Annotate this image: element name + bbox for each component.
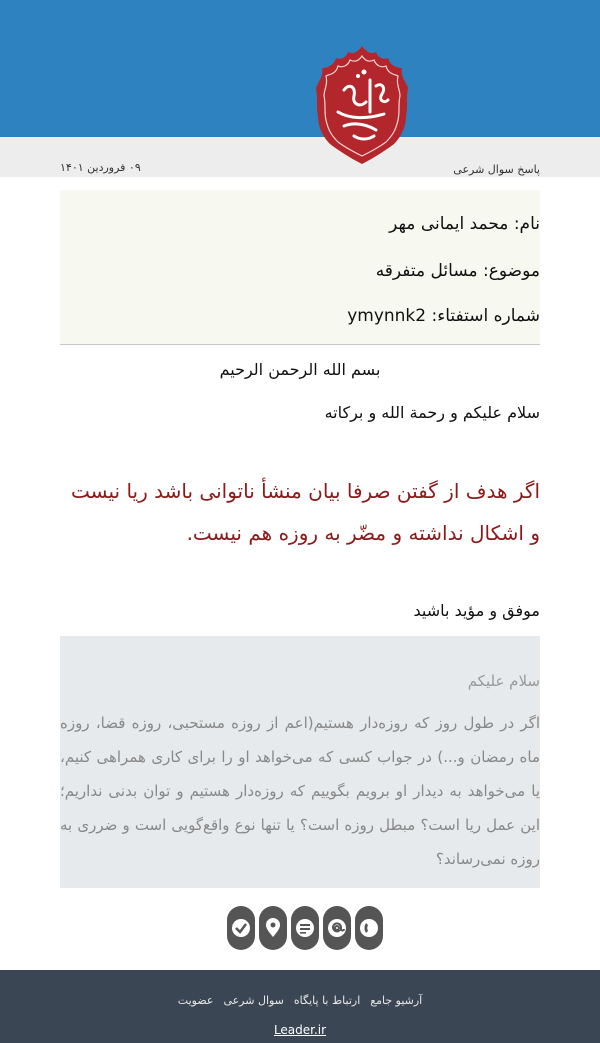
info-card <box>60 190 540 345</box>
share-comment-button[interactable] <box>291 906 319 950</box>
answer-greeting: سلام علیکم و رحمة الله و برکاته <box>324 403 540 422</box>
question-card <box>60 636 540 888</box>
question-text: اگر در طول روز که روزه‌دار هستیم(اعم از روزه مستحبی، روزه قضا، روزه ماه رمضان و...) در جواب کسی که می‌خواهد او را برای کاری همراهی کنیم، یا می‌خواهد به دیدار او برویم بگوییم که روزه‌دار هستیم و توان بدنی نداریم؛ این عمل ریا است؟ مبطل روزه است؟ یا تنها نوع واقع‌گویی است و ضرری به روزه نمی‌رساند؟ <box>60 714 540 868</box>
basmala: بسم الله الرحمن الرحیم <box>219 360 381 379</box>
footer-link-membership[interactable]: عضویت <box>177 994 214 1007</box>
phone-icon <box>359 918 379 938</box>
share-bar <box>227 906 383 952</box>
answer-closing: موفق و مؤید باشید <box>413 601 540 620</box>
share-check-button[interactable] <box>227 906 255 950</box>
location-pin-icon <box>263 918 283 938</box>
email-icon <box>327 918 347 938</box>
publish-date: ۰۹ فروردین ۱۴۰۱ <box>60 161 141 174</box>
question-greeting: سلام علیکم <box>467 672 540 690</box>
footer <box>0 970 600 1043</box>
footer-domain-link[interactable]: Leader.ir <box>273 1023 327 1037</box>
share-phone-button[interactable] <box>355 906 383 950</box>
answer-text: اگر هدف از گفتن صرفا بیان منشأ ناتوانی باشد ریا نیست و اشکال نداشته و مضّر به روزه هم نیست. <box>71 479 540 545</box>
asker-name: نام: محمد ایمانی مهر <box>389 214 540 234</box>
leader-seal-icon[interactable] <box>314 42 410 166</box>
check-icon <box>231 918 251 938</box>
footer-link-sharia-question[interactable]: سوال شرعی <box>223 994 284 1007</box>
footer-link-archive[interactable]: آرشیو جامع <box>370 994 423 1007</box>
comment-icon <box>295 918 315 938</box>
share-email-button[interactable] <box>323 906 351 950</box>
header-banner <box>0 0 600 137</box>
section-title: پاسخ سوال شرعی <box>453 163 540 176</box>
share-location-button[interactable] <box>259 906 287 950</box>
fatwa-number: شماره استفتاء: ymynnk2 <box>347 306 540 326</box>
footer-link-contact[interactable]: ارتباط با پایگاه <box>293 994 361 1007</box>
footer-nav <box>0 994 600 1007</box>
question-subject: موضوع: مسائل متفرقه <box>375 261 540 281</box>
